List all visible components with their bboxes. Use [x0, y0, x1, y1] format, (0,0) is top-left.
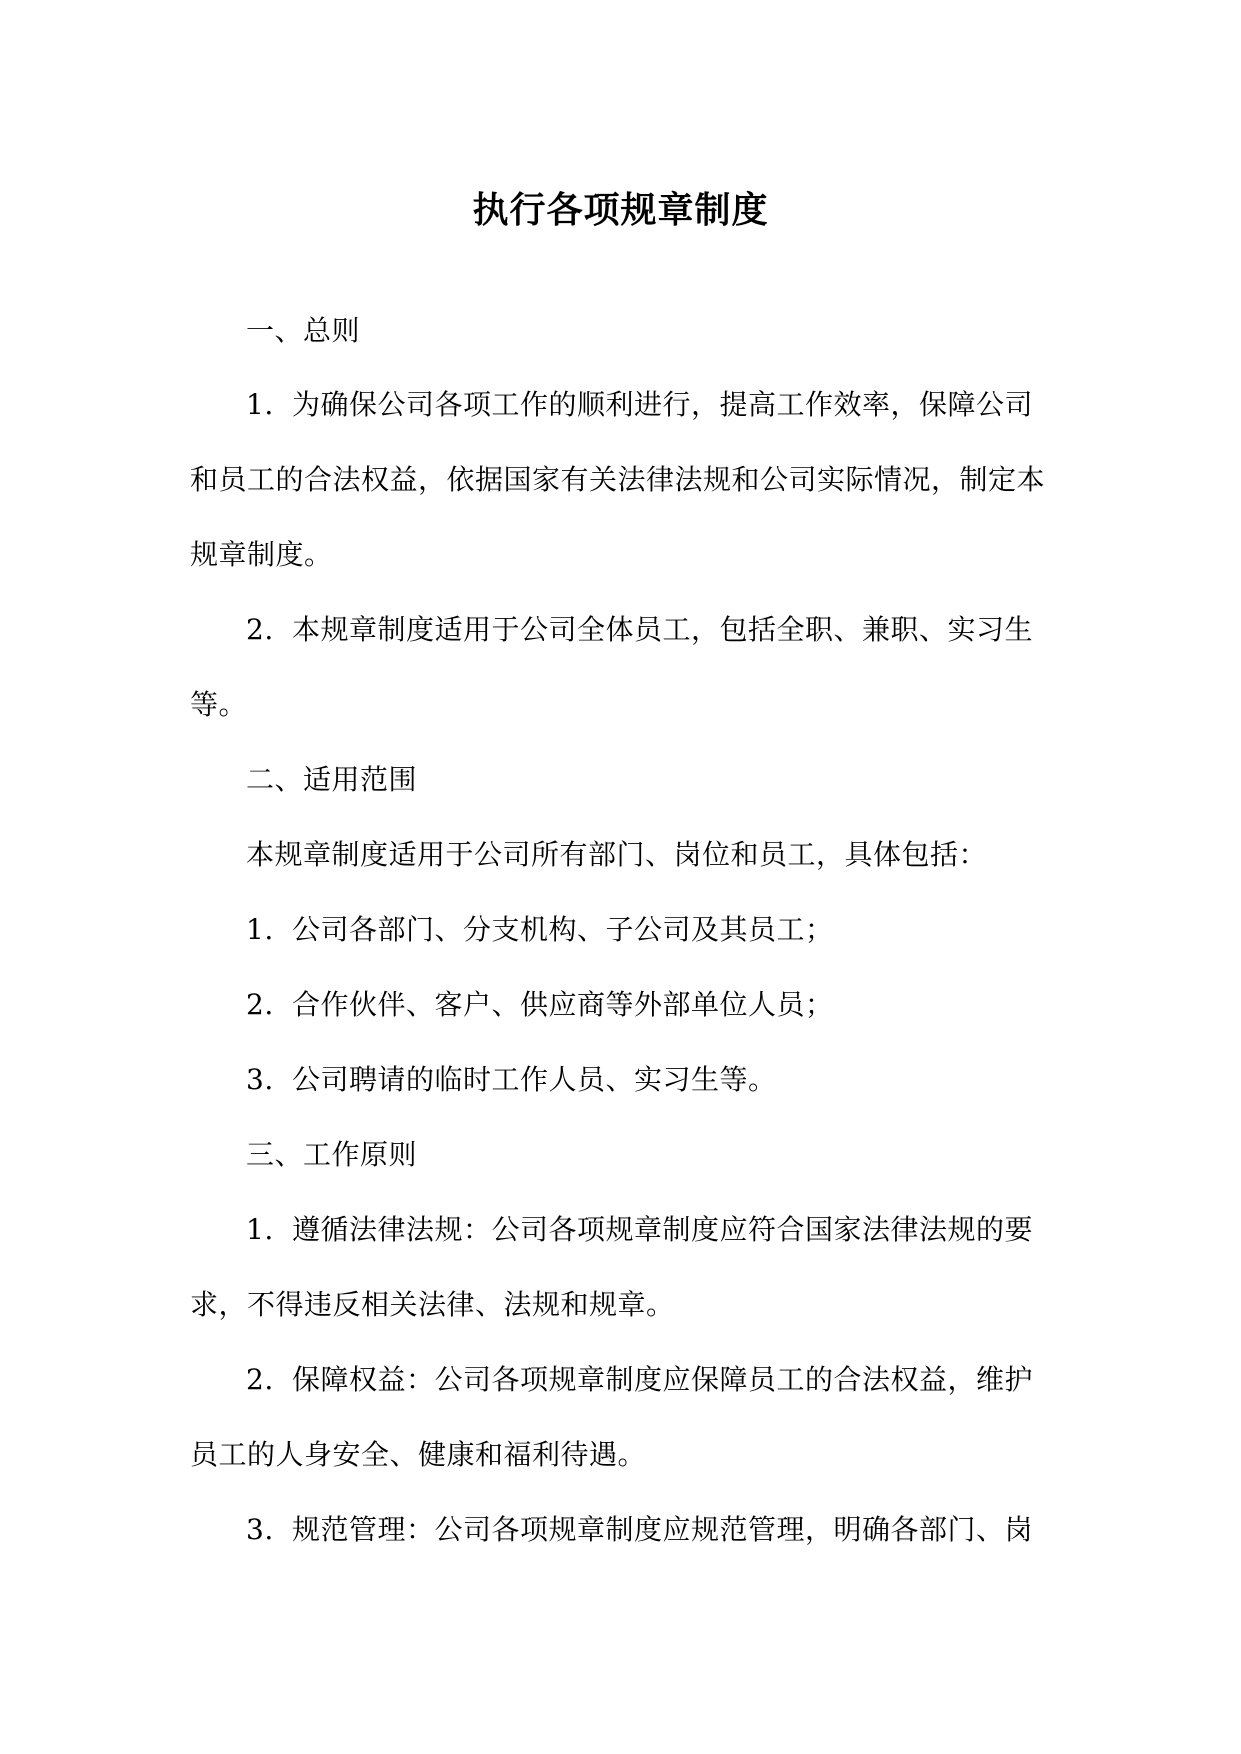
- list-number: 2.: [246, 988, 274, 1021]
- list-item: [246, 910, 1106, 950]
- line-text: 合作伙伴、客户、供应商等外部单位人员；: [292, 988, 834, 1021]
- line-text: 和员工的合法权益，依据国家有关法律法规和公司实际情况，制定本: [190, 463, 1046, 496]
- paragraph-line: [246, 835, 1106, 875]
- line-text: 公司聘请的临时工作人员、实习生等。: [292, 1063, 777, 1096]
- line-text: 规范管理：公司各项规章制度应规范管理，明确各部门、岗: [292, 1513, 1034, 1546]
- list-item: [246, 985, 1106, 1025]
- list-number: 2.: [246, 613, 274, 646]
- line-text: 本规章制度适用于公司所有部门、岗位和员工，具体包括：: [246, 838, 988, 871]
- document-title: 执行各项规章制度: [472, 189, 769, 231]
- line-text: 求，不得违反相关法律、法规和规章。: [190, 1288, 675, 1321]
- paragraph-line: [190, 535, 1050, 575]
- paragraph-line: [190, 1285, 1050, 1325]
- paragraph-line: [246, 1360, 1106, 1400]
- list-number: 3.: [246, 1513, 274, 1546]
- paragraph-line: [190, 1435, 1050, 1475]
- line-text: 二、适用范围: [246, 763, 418, 796]
- line-text: 本规章制度适用于公司全体员工，包括全职、兼职、实习生: [292, 613, 1034, 646]
- paragraph-line: [246, 1210, 1106, 1250]
- section-heading-general: [246, 311, 1106, 351]
- line-text: 等。: [190, 688, 248, 721]
- section-heading-principles: [246, 1135, 1106, 1175]
- line-text: 为确保公司各项工作的顺利进行，提高工作效率，保障公司: [292, 388, 1034, 421]
- line-text: 员工的人身安全、健康和福利待遇。: [190, 1438, 647, 1471]
- list-number: 1.: [246, 913, 274, 946]
- paragraph-line: [190, 685, 1050, 725]
- line-text: 公司各部门、分支机构、子公司及其员工；: [292, 913, 834, 946]
- paragraph-line: [246, 1510, 1106, 1550]
- line-text: 规章制度。: [190, 538, 333, 571]
- list-number: 3.: [246, 1063, 274, 1096]
- paragraph-line: [246, 385, 1106, 425]
- list-number: 1.: [246, 1213, 274, 1246]
- list-item: [246, 1060, 1106, 1100]
- line-text: 三、工作原则: [246, 1138, 418, 1171]
- paragraph-line: [246, 610, 1106, 650]
- line-text: 一、总则: [246, 314, 361, 347]
- section-heading-scope: [246, 760, 1106, 800]
- line-text: 遵循法律法规：公司各项规章制度应符合国家法律法规的要: [292, 1213, 1034, 1246]
- list-number: 2.: [246, 1363, 274, 1396]
- paragraph-line: [190, 460, 1050, 500]
- list-number: 1.: [246, 388, 274, 421]
- line-text: 保障权益：公司各项规章制度应保障员工的合法权益，维护: [292, 1363, 1034, 1396]
